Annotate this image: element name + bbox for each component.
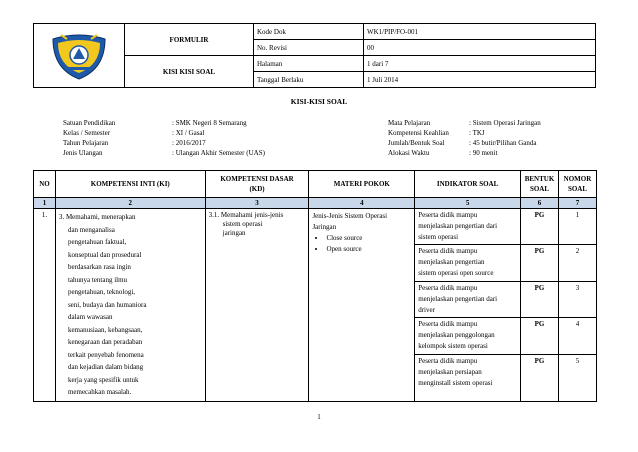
kd-line: sistem operasi (222, 220, 263, 228)
col-header-nomor-line2: SOAL (567, 185, 588, 193)
indikator-line: menginstall sistem operasi (418, 378, 493, 387)
column-number: 7 (558, 198, 596, 209)
indikator-line: Peserta didik mampu (418, 320, 478, 329)
indikator-line: driver (418, 305, 435, 314)
ki-line: kenegaraan dan peradaban (67, 338, 143, 346)
materi-line: Jaringan (312, 223, 337, 231)
info-label: Mata Pelajaran (388, 119, 431, 127)
logo-cell (34, 24, 125, 88)
nomor-soal: 4 (558, 318, 596, 354)
indikator-line: menjelaskan penggolongan (418, 331, 495, 340)
indikator-line: menjelaskan pengertian (418, 258, 485, 267)
info-value: : TKJ (469, 129, 485, 137)
indikator-line: menjelaskan persiapan (418, 367, 482, 376)
ki-line: tahunya tentang ilmu (67, 275, 128, 284)
info-value: : 90 menit (469, 149, 498, 157)
indikator-line: menjelaskan pengertian dari (418, 294, 498, 303)
indikator-line: menjelaskan pengertian dari (418, 222, 498, 230)
col-header-no: NO (34, 171, 56, 198)
col-header-kd-line1: KOMPETENSI DASAR (220, 175, 294, 183)
column-number: 4 (309, 198, 415, 209)
school-emblem-icon (47, 29, 111, 81)
ki-line: konseptual dan prosedural (67, 250, 142, 259)
info-left-values (172, 118, 265, 158)
column-number-row (34, 198, 597, 209)
ki-line: pengetahuan, teknologi, (67, 288, 136, 296)
ki-line: dan menganalisa (67, 225, 115, 234)
col-header-nomor-line1: NOMOR (563, 175, 592, 183)
info-label: Kompetensi Keahlian (388, 129, 449, 137)
column-number: 1 (34, 198, 56, 209)
column-number: 2 (55, 198, 205, 209)
meta-value: 1 Juli 2014 (364, 72, 596, 88)
form-label: FORMULIR (125, 24, 254, 56)
column-number: 3 (205, 198, 309, 209)
ki-line: 3. Memahami, menerapkan (58, 213, 136, 221)
page-number: 1 (317, 413, 321, 421)
info-right-values (469, 118, 541, 158)
ki-line: dalam wawasan (67, 313, 113, 321)
bentuk-soal: PG (521, 281, 559, 317)
indikator-line: sistem operasi open source (418, 269, 494, 278)
column-number: 5 (415, 198, 521, 209)
bentuk-soal: PG (521, 245, 559, 281)
ki-line: terkait penyebab fenomena (67, 350, 144, 359)
indikator-line: Peserta didik mampu (418, 211, 478, 219)
info-label: Alokasi Waktu (388, 149, 430, 157)
nomor-soal: 2 (558, 245, 596, 281)
kompetensi-inti-cell (55, 209, 205, 402)
meta-key: No. Revisi (254, 40, 364, 56)
col-header-ki: KOMPETENSI INTI (KI) (55, 171, 205, 198)
info-label: Tahun Pelajaran (63, 139, 109, 147)
meta-value: 00 (364, 40, 596, 56)
meta-key: Halaman (254, 56, 364, 72)
page-title: KISI-KISI SOAL (290, 97, 348, 106)
col-header-kd (205, 171, 309, 198)
indikator-cell (415, 245, 521, 281)
bentuk-soal: PG (521, 354, 559, 401)
materi-pokok-cell (309, 209, 415, 402)
indikator-line: Peserta didik mampu (418, 247, 478, 256)
meta-value: WK1/PIP/FO-001 (364, 24, 596, 40)
info-label: Satuan Pendidikan (63, 119, 116, 127)
kd-line: 3.1. Memahami jenis-jenis (208, 211, 284, 219)
col-header-bentuk (521, 171, 559, 198)
info-right-labels (388, 118, 449, 158)
ki-line: kemanusiaan, kebangsaan, (67, 325, 143, 334)
meta-key: Tanggal Berlaku (254, 72, 364, 88)
ki-line: memecahkan masalah. (67, 388, 132, 396)
col-header-materi: MATERI POKOK (309, 171, 415, 198)
info-value: : XI / Gasal (172, 129, 205, 137)
materi-bullet: • Close source (326, 233, 411, 244)
indikator-line: Peserta didik mampu (418, 356, 478, 365)
indikator-cell (415, 281, 521, 317)
nomor-soal: 1 (558, 209, 596, 245)
col-header-indikator: INDIKATOR SOAL (415, 171, 521, 198)
bentuk-soal: PG (521, 209, 559, 245)
indikator-line: Peserta didik mampu (418, 283, 478, 292)
info-label: Kelas / Semester (63, 129, 111, 137)
ki-line: berdasarkan rasa ingin (67, 263, 131, 271)
ki-line: kerja yang spesifik untuk (67, 375, 139, 384)
nomor-soal: 3 (558, 281, 596, 317)
info-label: Jumlah/Bentuk Soal (388, 139, 445, 147)
col-header-nomor (558, 171, 596, 198)
info-value: : Sistem Operasi Jaringan (469, 119, 541, 127)
ki-line: dan kejadian dalam bidang (67, 363, 144, 371)
kompetensi-dasar-cell (205, 209, 309, 402)
materi-bullet: • Open source (326, 244, 411, 255)
meta-value: 1 dari 7 (364, 56, 596, 72)
document-header (33, 23, 596, 88)
info-value: : 2016/2017 (172, 139, 206, 147)
materi-line: Jenis-Jenis Sistem Operasi (312, 212, 388, 220)
indikator-cell (415, 209, 521, 245)
table-row (34, 209, 597, 245)
indikator-line: kelompok sistem operasi (418, 342, 488, 351)
bentuk-soal: PG (521, 318, 559, 354)
kisi-kisi-table (33, 170, 597, 402)
info-label: Jenis Ulangan (63, 149, 103, 157)
row-number: 1. (34, 209, 56, 402)
col-header-kd-line2: (KD) (249, 185, 265, 193)
materi-bullet-list (312, 233, 411, 255)
doc-title: KISI KISI SOAL (125, 56, 254, 88)
info-value: : Ulangan Akhir Semester (UAS) (172, 149, 265, 157)
column-number: 6 (521, 198, 559, 209)
ki-line: seni, budaya dan humaniora (67, 300, 147, 309)
col-header-bentuk-line2: SOAL (529, 185, 550, 193)
kd-line: jaringan (222, 229, 246, 237)
indikator-line: sistem operasi (418, 233, 459, 241)
indikator-cell (415, 318, 521, 354)
indikator-cell (415, 354, 521, 401)
info-left-labels (63, 118, 115, 158)
meta-key: Kode Dok (254, 24, 364, 40)
col-header-bentuk-line1: BENTUK (524, 175, 555, 183)
ki-line: pengetahuan faktual, (67, 238, 127, 246)
table-header-row (34, 171, 597, 198)
info-value: : SMK Negeri 8 Semarang (172, 119, 247, 127)
info-value: : 45 butir/Pilihan Ganda (469, 139, 537, 147)
nomor-soal: 5 (558, 354, 596, 401)
